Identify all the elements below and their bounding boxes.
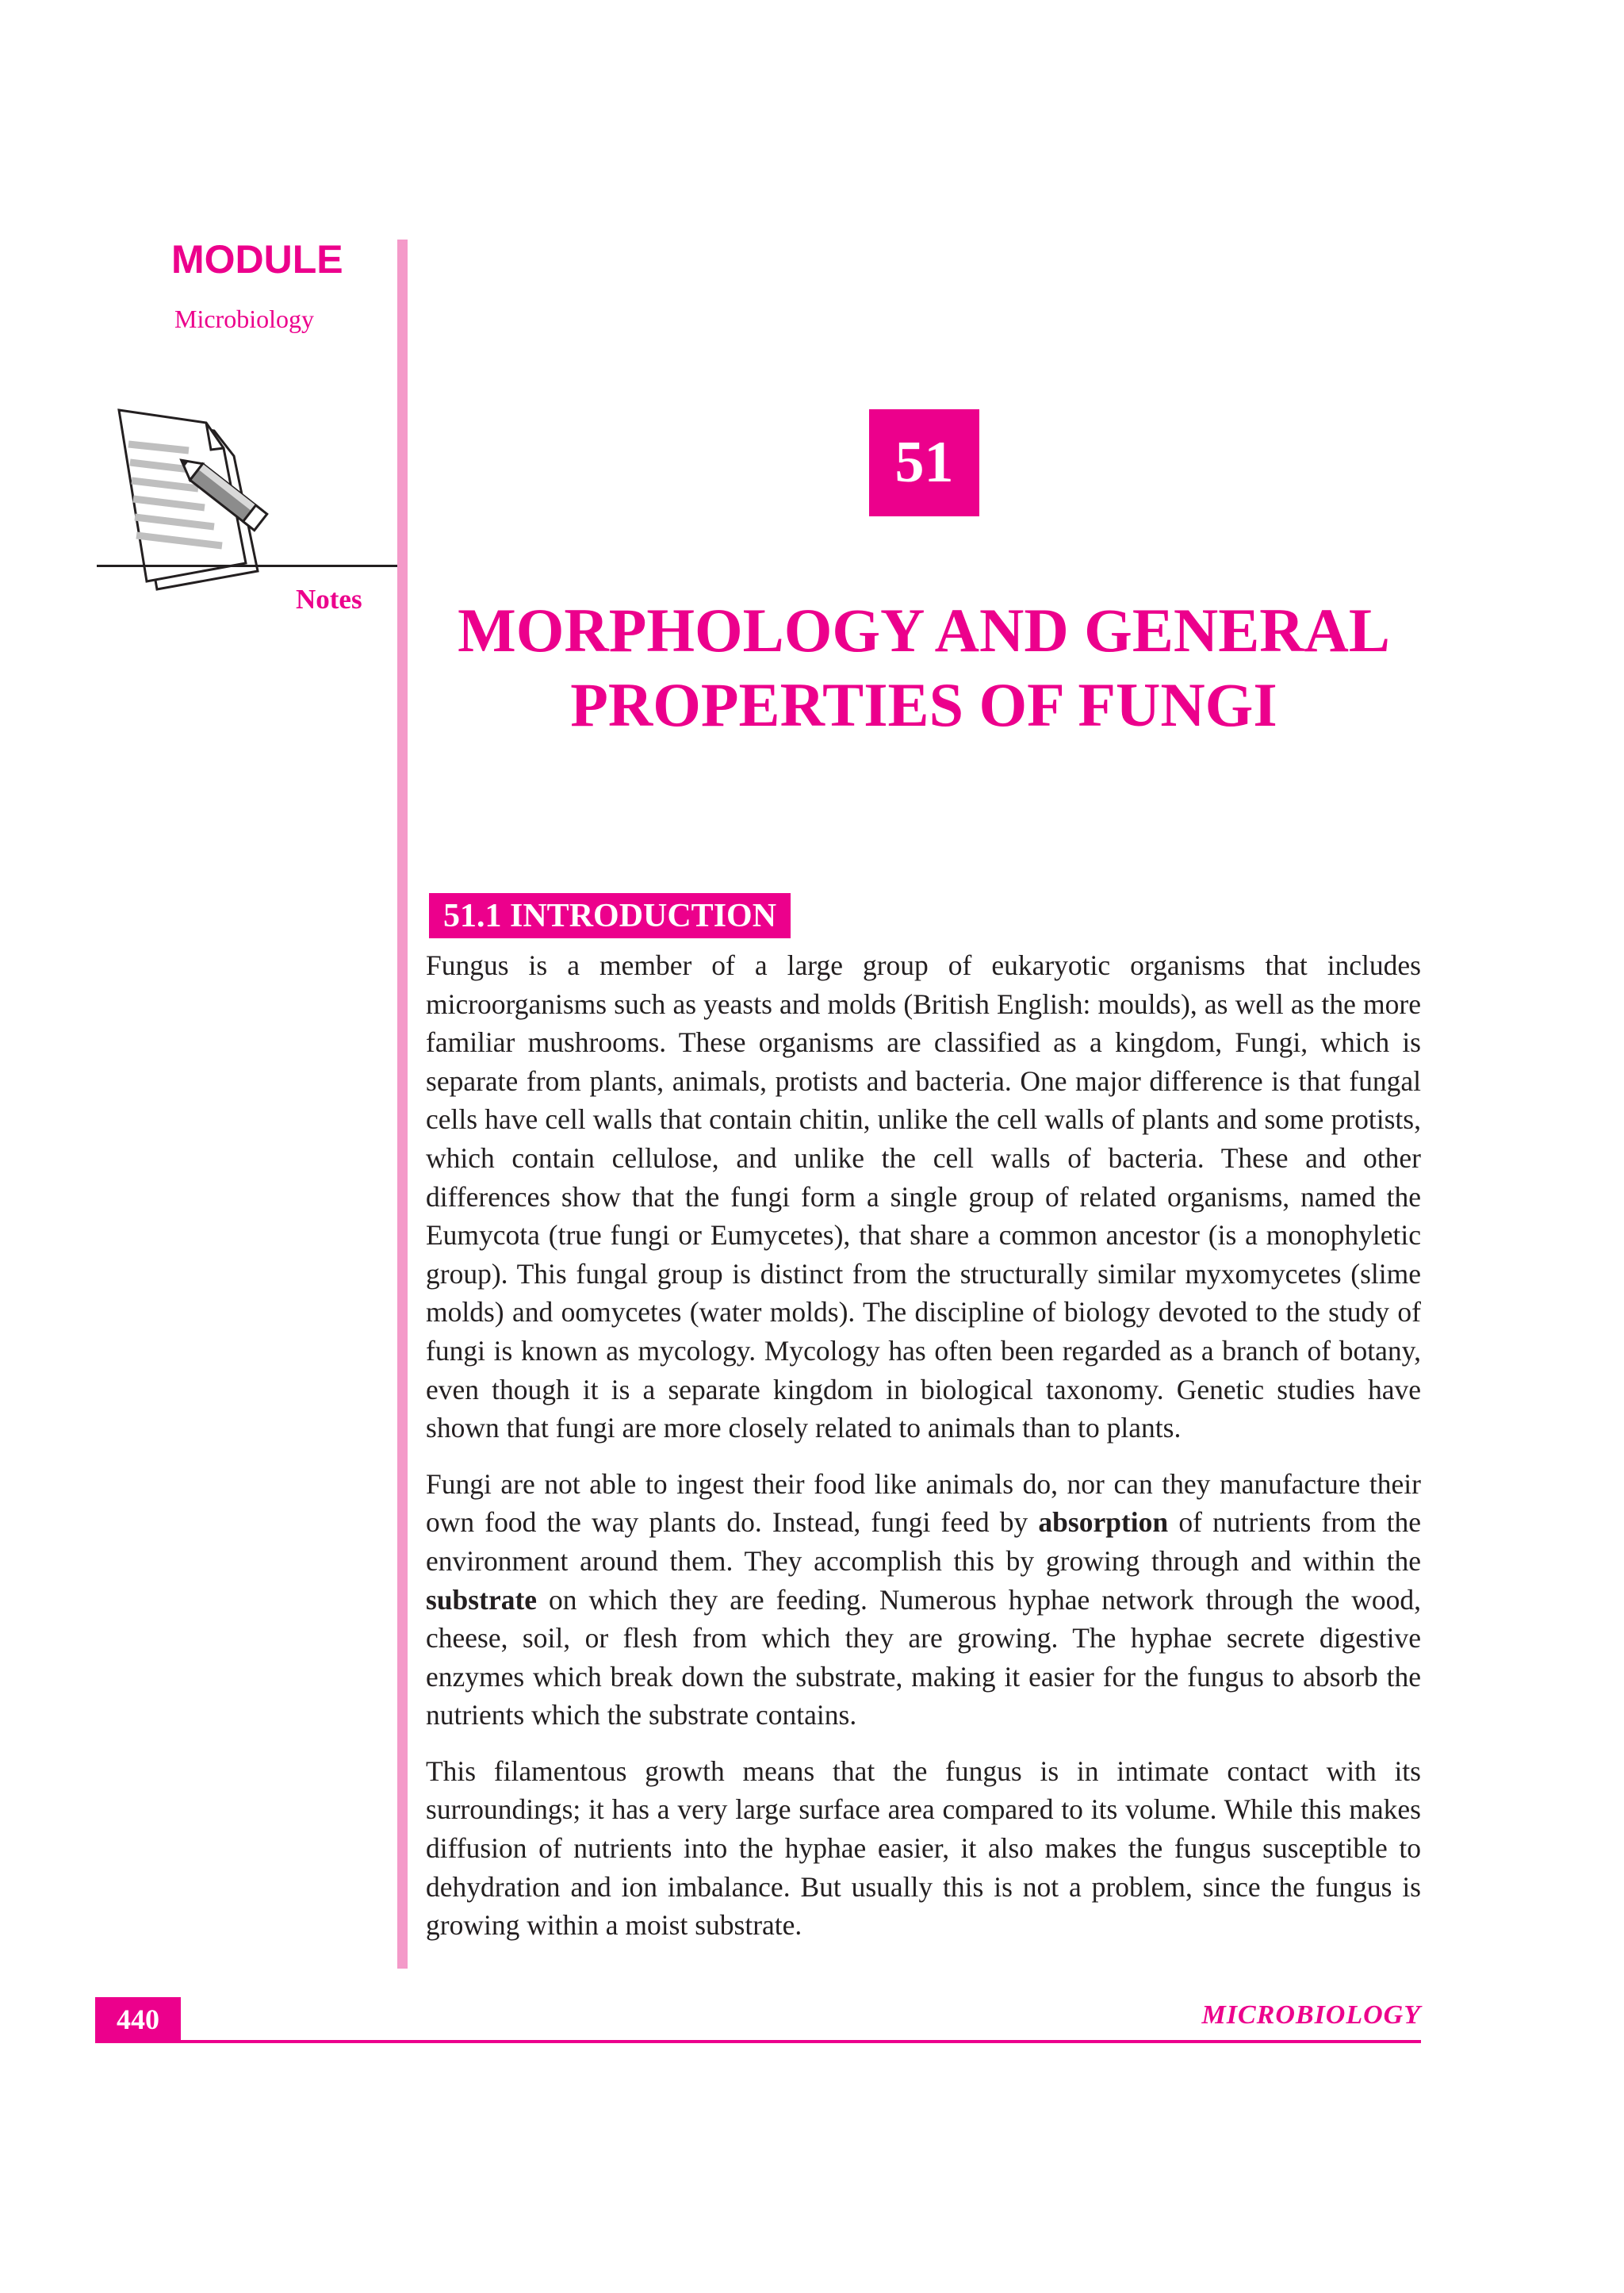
paragraph-2-part-e: on which they are feeding. Numerous hyphae network through the wood, cheese, soil, or flesh from which they are growing. The hyphae secrete digestive enzymes which break down the substrate, making it easier for the fungus to absorb the nutrients which the substrate contains.: [426, 1583, 1421, 1731]
notes-label: Notes: [296, 584, 362, 615]
module-label: MODULE: [171, 237, 343, 282]
chapter-title-line-2: PROPERTIES OF FUNGI: [570, 670, 1277, 739]
term-absorption: absorption: [1038, 1506, 1169, 1539]
term-substrate: substrate: [426, 1583, 538, 1616]
chapter-title-line-1: MORPHOLOGY AND GENERAL: [458, 596, 1390, 665]
footer-rule: [95, 2040, 1421, 2043]
paragraph-2-part-a: Fungi are not able to ingest their food like animals do, nor can they manufacture their own food the way plants do. Instead, fungi feed by: [426, 1467, 1421, 1539]
paragraph-1: Fungus is a member of a large group of eukaryotic organisms that includes microorganisms such as yeasts and molds (British English: moulds), as well as the more familiar mushrooms. These organisms are classified as a kingdom, Fungi, which is separate from plants, animals, protists and bacteria. One major difference is that fungal cells have cell walls that contain chitin, unlike the cell walls of plants and some protists, which contain cellulose, and unlike the cell walls of bacteria. These and other differences show that the fungi form a single group of related organisms, named the Eumycota (true fungi or Eumycetes), that share a common ancestor (is a monophyletic group). This fungal group is distinct from the structurally similar myxomycetes (slime molds) and oomycetes (water molds). The discipline of biology devoted to the study of fungi is known as mycology. Mycology has often been regarded as a branch of botany, even though it is a separate kingdom in biological taxonomy. Genetic studies have shown that fungi are more closely related to animals than to plants.: [426, 949, 1421, 1444]
notes-divider: [97, 565, 398, 567]
chapter-number: 51: [869, 409, 979, 516]
footer-book-title: MICROBIOLOGY: [1201, 2000, 1421, 2030]
page-number: 440: [95, 1997, 181, 2042]
margin-rule: [397, 240, 408, 1969]
paragraph-2: [426, 1465, 1421, 1735]
body-text: [426, 946, 1421, 1962]
section-heading: 51.1 INTRODUCTION: [429, 893, 791, 938]
chapter-title: [428, 593, 1419, 742]
paragraph-3: This filamentous growth means that the fungus is in intimate contact with its surroundings; it has a very large surface area compared to its volume. While this makes diffusion of nutrients into the hyphae easier, it also makes the fungus susceptible to dehydration and ion imbalance. But usually this is not a problem, since the fungus is growing within a moist substrate.: [426, 1754, 1421, 1942]
module-subject: Microbiology: [174, 305, 314, 333]
paragraph-2-part-c: of nutrients from the environment around them. They accomplish this by growing through and within the: [426, 1506, 1421, 1577]
